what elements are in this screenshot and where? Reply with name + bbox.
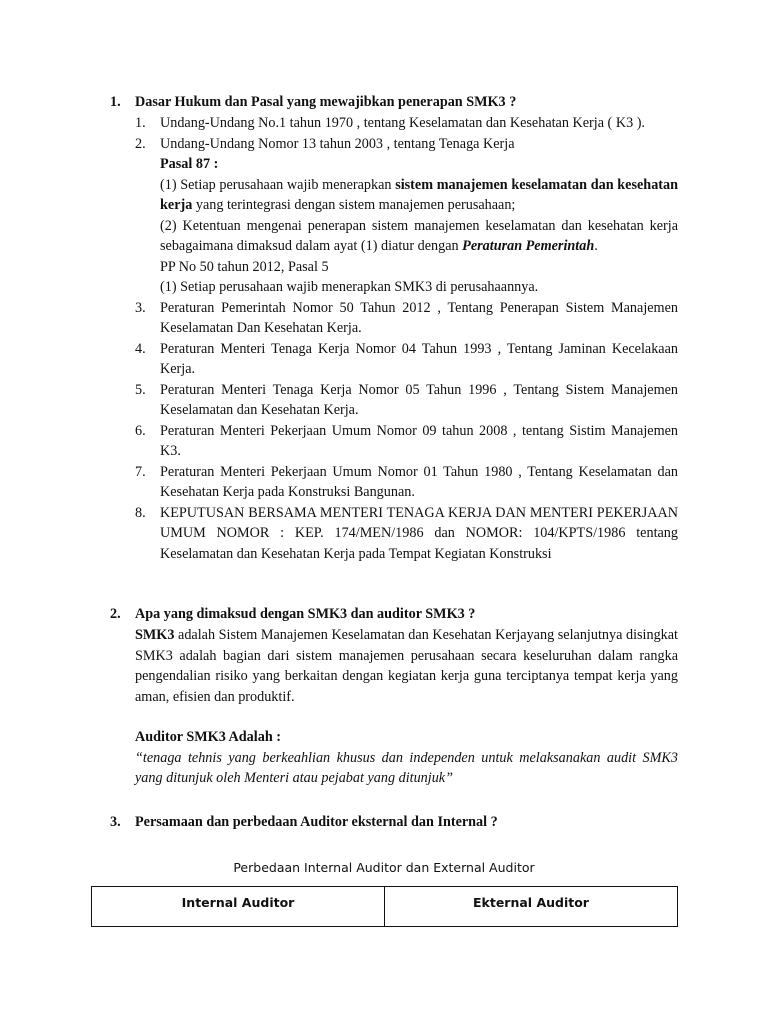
question-1-number: 1. bbox=[110, 94, 121, 110]
smk3-term: SMK3 bbox=[135, 627, 175, 643]
ayat-1-text: (1) Setiap perusahaan wajib menerapkan bbox=[160, 176, 396, 193]
column-header-external: Ekternal Auditor bbox=[385, 887, 678, 927]
list-item bbox=[135, 503, 678, 565]
ayat-2 bbox=[160, 216, 678, 257]
list-item bbox=[135, 380, 678, 421]
ayat-2-text-end: . bbox=[594, 238, 598, 254]
question-3 bbox=[110, 812, 678, 833]
list-item-text: Peraturan Menteri Tenaga Kerja Nomor 05 Tahun 1996 , Tentang Sistem Manajemen Keselamatan dan Kesehatan Kerja. bbox=[160, 381, 678, 418]
ayat-2-emphasis: Peraturan Pemerintah bbox=[462, 238, 595, 254]
table-header-row bbox=[92, 887, 678, 927]
ayat-1-bold-term: sistem manajemen keselamatan dan kesehatan kerja bbox=[160, 176, 678, 213]
list-item-number: 4. bbox=[135, 340, 146, 357]
list-item bbox=[135, 339, 678, 380]
list-item bbox=[135, 113, 678, 134]
auditor-definition: “tenaga tehnis yang berkeahlian khusus dan independen untuk melaksanakan audit SMK3 yang ditunjuk oleh Menteri atau pejabat yang ditunjuk” bbox=[135, 749, 678, 786]
question-2-title: Apa yang dimaksud dengan SMK3 dan auditor SMK3 ? bbox=[135, 606, 476, 622]
auditor-comparison-table bbox=[91, 886, 678, 927]
question-2-answer bbox=[135, 625, 678, 789]
list-item-text: Peraturan Menteri Pekerjaan Umum Nomor 01 Tahun 1980 , Tentang Keselamatan dan Kesehatan Kerja pada Konstruksi Bangunan. bbox=[160, 463, 678, 500]
list-item-text: Undang-Undang Nomor 13 tahun 2003 , tentang Tenaga Kerja bbox=[160, 135, 515, 152]
list-item bbox=[135, 421, 678, 462]
ayat-2-text: (2) Ketentuan mengenai penerapan sistem manajemen keselamatan dan kesehatan kerja sebagaimana dimaksud dalam ayat (1) diatur dengan bbox=[160, 217, 678, 254]
question-3-number: 3. bbox=[110, 814, 121, 830]
auditor-title: Auditor SMK3 Adalah : bbox=[135, 729, 281, 745]
list-item bbox=[135, 462, 678, 503]
question-2-heading bbox=[110, 604, 678, 625]
question-1 bbox=[110, 92, 678, 113]
list-item-number: 8. bbox=[135, 504, 146, 521]
question-3-title: Persamaan dan perbedaan Auditor eksternal dan Internal ? bbox=[135, 814, 498, 830]
list-item bbox=[135, 298, 678, 339]
pasal-87-block bbox=[135, 154, 678, 298]
list-item-text: Peraturan Menteri Pekerjaan Umum Nomor 09 tahun 2008 , tentang Sistim Manajemen K3. bbox=[160, 422, 678, 459]
question-1-heading bbox=[110, 92, 678, 113]
smk3-definition-text: adalah Sistem Manajemen Keselamatan dan Kesehatan Kerjayang selanjutnya disingkat SMK3 adalah bagian dari sistem manajemen perusahaan secara keseluruhan dalam rangka pengendalian risiko yang berkaitan dengan kegiatan kerja guna terciptanya tempat kerja yang aman, efisien dan produktif. bbox=[135, 627, 678, 705]
ayat-1 bbox=[160, 175, 678, 216]
smk3-definition bbox=[135, 625, 678, 707]
question-2-number: 2. bbox=[110, 606, 121, 622]
list-item-number: 3. bbox=[135, 299, 146, 316]
list-item-text: Undang-Undang No.1 tahun 1970 , tentang Keselamatan dan Kesehatan Kerja ( K3 ). bbox=[160, 115, 645, 131]
list-item-text: Peraturan Pemerintah Nomor 50 Tahun 2012 , Tentang Penerapan Sistem Manajemen Keselamatan Dan Kesehatan Kerja. bbox=[160, 299, 678, 336]
list-item-number: 2. bbox=[135, 135, 146, 152]
question-2 bbox=[110, 604, 678, 625]
list-item-number: 5. bbox=[135, 381, 146, 398]
pp-ayat: (1) Setiap perusahaan wajib menerapkan SMK3 di perusahaannya. bbox=[160, 279, 539, 295]
list-item-number: 1. bbox=[135, 115, 146, 131]
list-item bbox=[135, 134, 678, 155]
list-item-number: 6. bbox=[135, 422, 146, 439]
column-header-internal: Internal Auditor bbox=[92, 887, 385, 927]
question-3-heading bbox=[110, 812, 678, 833]
list-item-number: 7. bbox=[135, 463, 146, 480]
list-item-text: Peraturan Menteri Tenaga Kerja Nomor 04 Tahun 1993 , Tentang Jaminan Kecelakaan Kerja. bbox=[160, 340, 678, 377]
pp-line: PP No 50 tahun 2012, Pasal 5 bbox=[160, 258, 329, 275]
list-item-text: KEPUTUSAN BERSAMA MENTERI TENAGA KERJA DAN MENTERI PEKERJAAN UMUM NOMOR : KEP. 174/MEN/1986 dan NOMOR: 104/KPTS/1986 tentang Keselamatan dan Kesehatan Kerja pada Tempat Kegiatan Konstruksi bbox=[160, 504, 678, 562]
table-caption: Perbedaan Internal Auditor dan External Auditor bbox=[233, 860, 535, 875]
pasal-title: Pasal 87 : bbox=[160, 156, 219, 172]
question-1-list bbox=[135, 113, 678, 564]
question-1-title: Dasar Hukum dan Pasal yang mewajibkan penerapan SMK3 ? bbox=[135, 94, 517, 110]
ayat-1-text-end: yang terintegrasi dengan sistem manajemen perusahaan; bbox=[192, 197, 516, 213]
